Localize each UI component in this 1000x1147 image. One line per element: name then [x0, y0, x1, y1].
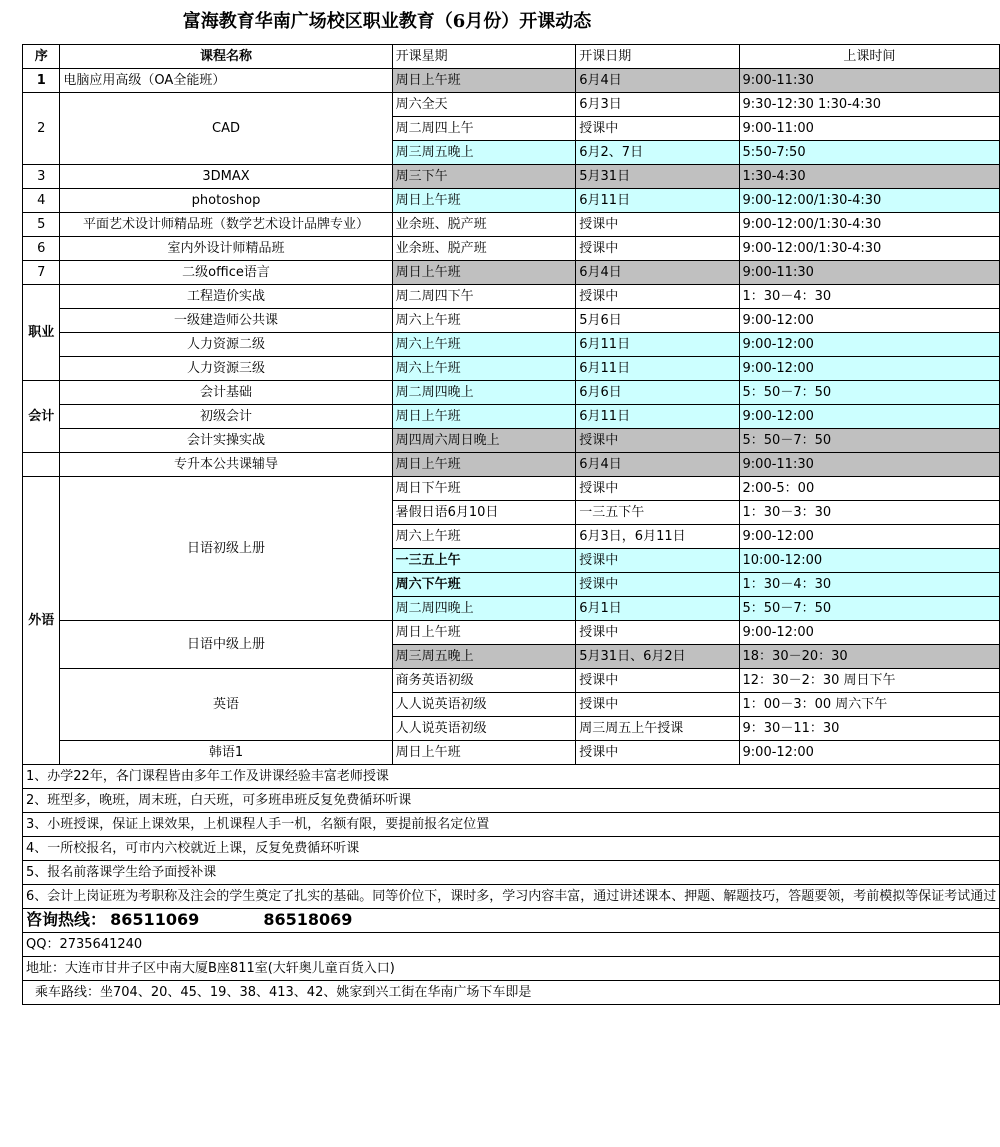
time-cell: 5：50－7：50: [739, 429, 1000, 453]
course-cell: 韩语1: [60, 741, 392, 765]
weekday-cell: 周六全天: [392, 93, 576, 117]
time-cell: 1：30－4：30: [739, 285, 1000, 309]
table-row: [23, 213, 1000, 237]
weekday-cell: 周六上午班: [392, 357, 576, 381]
hotline-label: 咨询热线：: [26, 910, 107, 929]
hotline-number-2: 86518069: [263, 910, 353, 929]
weekday-cell: 周二周四下午: [392, 285, 576, 309]
weekday-cell: 周日上午班: [392, 405, 576, 429]
course-cell: 平面艺术设计师精品班（数学艺术设计品牌专业）: [60, 213, 392, 237]
date-cell: 授课中: [576, 621, 739, 645]
course-cell: photoshop: [60, 189, 392, 213]
date-cell: 5月31日、6月2日: [576, 645, 739, 669]
date-cell: 周三周五上午授课: [576, 717, 739, 741]
note-row: [23, 765, 1000, 789]
weekday-cell: 周三周五晚上: [392, 645, 576, 669]
seq-cell: 2: [23, 93, 60, 165]
time-cell: 9:00-11:30: [739, 453, 1000, 477]
time-cell: 5:50-7:50: [739, 141, 1000, 165]
table-row: [23, 93, 1000, 117]
date-cell: 授课中: [576, 429, 739, 453]
time-cell: 1：30－3：30: [739, 501, 1000, 525]
time-cell: 10:00-12:00: [739, 549, 1000, 573]
date-cell: 授课中: [576, 285, 739, 309]
weekday-cell: 周二周四晚上: [392, 597, 576, 621]
header-seq: 序: [23, 45, 60, 69]
table-row: [23, 261, 1000, 285]
time-cell: 9:00-12:00: [739, 621, 1000, 645]
time-cell: 9:00-12:00: [739, 333, 1000, 357]
course-cell: 工程造价实战: [60, 285, 392, 309]
seq-cell: 3: [23, 165, 60, 189]
time-cell: 9:00-11:30: [739, 261, 1000, 285]
course-cell: 专升本公共课辅导: [60, 453, 392, 477]
time-cell: 5：50－7：50: [739, 381, 1000, 405]
bus-route: 乘车路线：坐704、20、45、19、38、413、42、姚家到兴工街在华南广场下车即是: [23, 981, 1000, 1005]
date-cell: 6月11日: [576, 333, 739, 357]
address: 地址：大连市甘井子区中南大厦B座811室(大轩奥儿童百货入口): [23, 957, 1000, 981]
date-cell: 6月3日，6月11日: [576, 525, 739, 549]
weekday-cell: 周六下午班: [392, 573, 576, 597]
course-cell: 一级建造师公共课: [60, 309, 392, 333]
time-cell: 9:00-12:00: [739, 741, 1000, 765]
course-cell: 3DMAX: [60, 165, 392, 189]
date-cell: 一三五下午: [576, 501, 739, 525]
time-cell: 9:00-12:00: [739, 357, 1000, 381]
note-4: 4、一所校报名，可市内六校就近上课，反复免费循环听课: [23, 837, 1000, 861]
weekday-cell: 周六上午班: [392, 525, 576, 549]
time-cell: 1：00－3：00 周六下午: [739, 693, 1000, 717]
seq-cell: 7: [23, 261, 60, 285]
contact-row: [23, 933, 1000, 957]
time-cell: 9:00-12:00/1:30-4:30: [739, 189, 1000, 213]
date-cell: 5月31日: [576, 165, 739, 189]
category-cell: 会计: [23, 381, 60, 453]
contact-row: [23, 981, 1000, 1005]
course-cell: 会计实操实战: [60, 429, 392, 453]
date-cell: 6月4日: [576, 261, 739, 285]
time-cell: 12：30－2：30 周日下午: [739, 669, 1000, 693]
time-cell: 1：30－4：30: [739, 573, 1000, 597]
course-cell: 电脑应用高级（OA全能班）: [60, 69, 392, 93]
time-cell: 9:00-12:00/1:30-4:30: [739, 237, 1000, 261]
note-row: [23, 789, 1000, 813]
weekday-cell: 周日上午班: [392, 261, 576, 285]
table-row: [23, 69, 1000, 93]
note-row: [23, 837, 1000, 861]
time-cell: 1:30-4:30: [739, 165, 1000, 189]
contact-row: [23, 957, 1000, 981]
time-cell: 9:00-11:00: [739, 117, 1000, 141]
seq-cell: [23, 453, 60, 477]
note-row: [23, 885, 1000, 909]
time-cell: 9:00-12:00: [739, 405, 1000, 429]
date-cell: 6月1日: [576, 597, 739, 621]
table-row: [23, 405, 1000, 429]
date-cell: 6月2、7日: [576, 141, 739, 165]
weekday-cell: 周四周六周日晚上: [392, 429, 576, 453]
note-row: [23, 861, 1000, 885]
date-cell: 授课中: [576, 549, 739, 573]
course-table: [22, 44, 1000, 1005]
weekday-cell: 周日上午班: [392, 69, 576, 93]
table-row: [23, 621, 1000, 645]
course-cell: 初级会计: [60, 405, 392, 429]
note-6: 6、会计上岗证班为考职称及注会的学生奠定了扎实的基础。同等价位下，课时多，学习内容丰富，通过讲述课本、押题、解题技巧，答题要领，考前模拟等保证考试通过: [23, 885, 1000, 909]
table-row: [23, 357, 1000, 381]
note-5: 5、报名前落课学生给予面授补课: [23, 861, 1000, 885]
hotline-number-1: 86511069: [110, 910, 200, 929]
date-cell: 6月11日: [576, 405, 739, 429]
table-row: [23, 309, 1000, 333]
weekday-cell: 周日下午班: [392, 477, 576, 501]
date-cell: 授课中: [576, 477, 739, 501]
note-1: 1、办学22年，各门课程皆由多年工作及讲课经验丰富老师授课: [23, 765, 1000, 789]
note-2: 2、班型多，晚班，周末班，白天班，可多班串班反复免费循环听课: [23, 789, 1000, 813]
weekday-cell: 周二周四晚上: [392, 381, 576, 405]
weekday-cell: 周日上午班: [392, 189, 576, 213]
date-cell: 授课中: [576, 573, 739, 597]
category-cell: 外语: [23, 477, 60, 765]
course-cell: 二级office语言: [60, 261, 392, 285]
time-cell: 9:30-12:30 1:30-4:30: [739, 93, 1000, 117]
weekday-cell: 业余班、脱产班: [392, 213, 576, 237]
course-cell: 日语中级上册: [60, 621, 392, 669]
table-row: [23, 429, 1000, 453]
course-cell: 室内外设计师精品班: [60, 237, 392, 261]
table-row: [23, 477, 1000, 501]
time-cell: 9:00-12:00: [739, 525, 1000, 549]
seq-cell: 4: [23, 189, 60, 213]
course-cell: 日语初级上册: [60, 477, 392, 621]
page-title: 富海教育华南广场校区职业教育（6月份）开课动态: [182, 11, 592, 32]
course-cell: 会计基础: [60, 381, 392, 405]
time-cell: 9:00-11:30: [739, 69, 1000, 93]
time-cell: 18：30－20：30: [739, 645, 1000, 669]
table-row: [23, 285, 1000, 309]
weekday-cell: 周三下午: [392, 165, 576, 189]
category-cell: 职业: [23, 285, 60, 381]
table-header-row: [23, 45, 1000, 69]
seq-cell: 6: [23, 237, 60, 261]
date-cell: 6月4日: [576, 453, 739, 477]
weekday-cell: 业余班、脱产班: [392, 237, 576, 261]
weekday-cell: 周二周四上午: [392, 117, 576, 141]
seq-cell: 5: [23, 213, 60, 237]
date-cell: 授课中: [576, 237, 739, 261]
weekday-cell: 周日上午班: [392, 621, 576, 645]
table-row: [23, 189, 1000, 213]
date-cell: 授课中: [576, 213, 739, 237]
note-3: 3、小班授课，保证上课效果，上机课程人手一机，名额有限，要提前报名定位置: [23, 813, 1000, 837]
qq-number: QQ：2735641240: [23, 933, 1000, 957]
note-row: [23, 813, 1000, 837]
header-date: 开课日期: [576, 45, 739, 69]
course-cell: 人力资源二级: [60, 333, 392, 357]
date-cell: 授课中: [576, 117, 739, 141]
weekday-cell: 周三周五晚上: [392, 141, 576, 165]
weekday-cell: 周六上午班: [392, 309, 576, 333]
date-cell: 授课中: [576, 741, 739, 765]
date-cell: 授课中: [576, 669, 739, 693]
weekday-cell: 一三五上午: [392, 549, 576, 573]
hotline: [23, 909, 1000, 933]
date-cell: 授课中: [576, 693, 739, 717]
header-course: 课程名称: [60, 45, 392, 69]
date-cell: 6月3日: [576, 93, 739, 117]
table-row: [23, 237, 1000, 261]
table-row: [23, 165, 1000, 189]
course-cell: 英语: [60, 669, 392, 741]
date-cell: 5月6日: [576, 309, 739, 333]
weekday-cell: 周日上午班: [392, 741, 576, 765]
time-cell: 9:00-12:00: [739, 309, 1000, 333]
course-cell: 人力资源三级: [60, 357, 392, 381]
header-weekday: 开课星期: [392, 45, 576, 69]
time-cell: 2:00-5：00: [739, 477, 1000, 501]
table-row: [23, 741, 1000, 765]
date-cell: 6月11日: [576, 357, 739, 381]
contact-row: [23, 909, 1000, 933]
date-cell: 6月11日: [576, 189, 739, 213]
weekday-cell: 商务英语初级: [392, 669, 576, 693]
table-row: [23, 669, 1000, 693]
weekday-cell: 周日上午班: [392, 453, 576, 477]
weekday-cell: 暑假日语6月10日: [392, 501, 576, 525]
time-cell: 9：30－11：30: [739, 717, 1000, 741]
weekday-cell: 人人说英语初级: [392, 693, 576, 717]
header-time: 上课时间: [739, 45, 1000, 69]
table-row: [23, 381, 1000, 405]
seq-cell: 1: [23, 69, 60, 93]
date-cell: 6月4日: [576, 69, 739, 93]
weekday-cell: 人人说英语初级: [392, 717, 576, 741]
date-cell: 6月6日: [576, 381, 739, 405]
table-row: [23, 453, 1000, 477]
weekday-cell: 周六上午班: [392, 333, 576, 357]
time-cell: 9:00-12:00/1:30-4:30: [739, 213, 1000, 237]
table-row: [23, 333, 1000, 357]
time-cell: 5：50－7：50: [739, 597, 1000, 621]
course-cell: CAD: [60, 93, 392, 165]
